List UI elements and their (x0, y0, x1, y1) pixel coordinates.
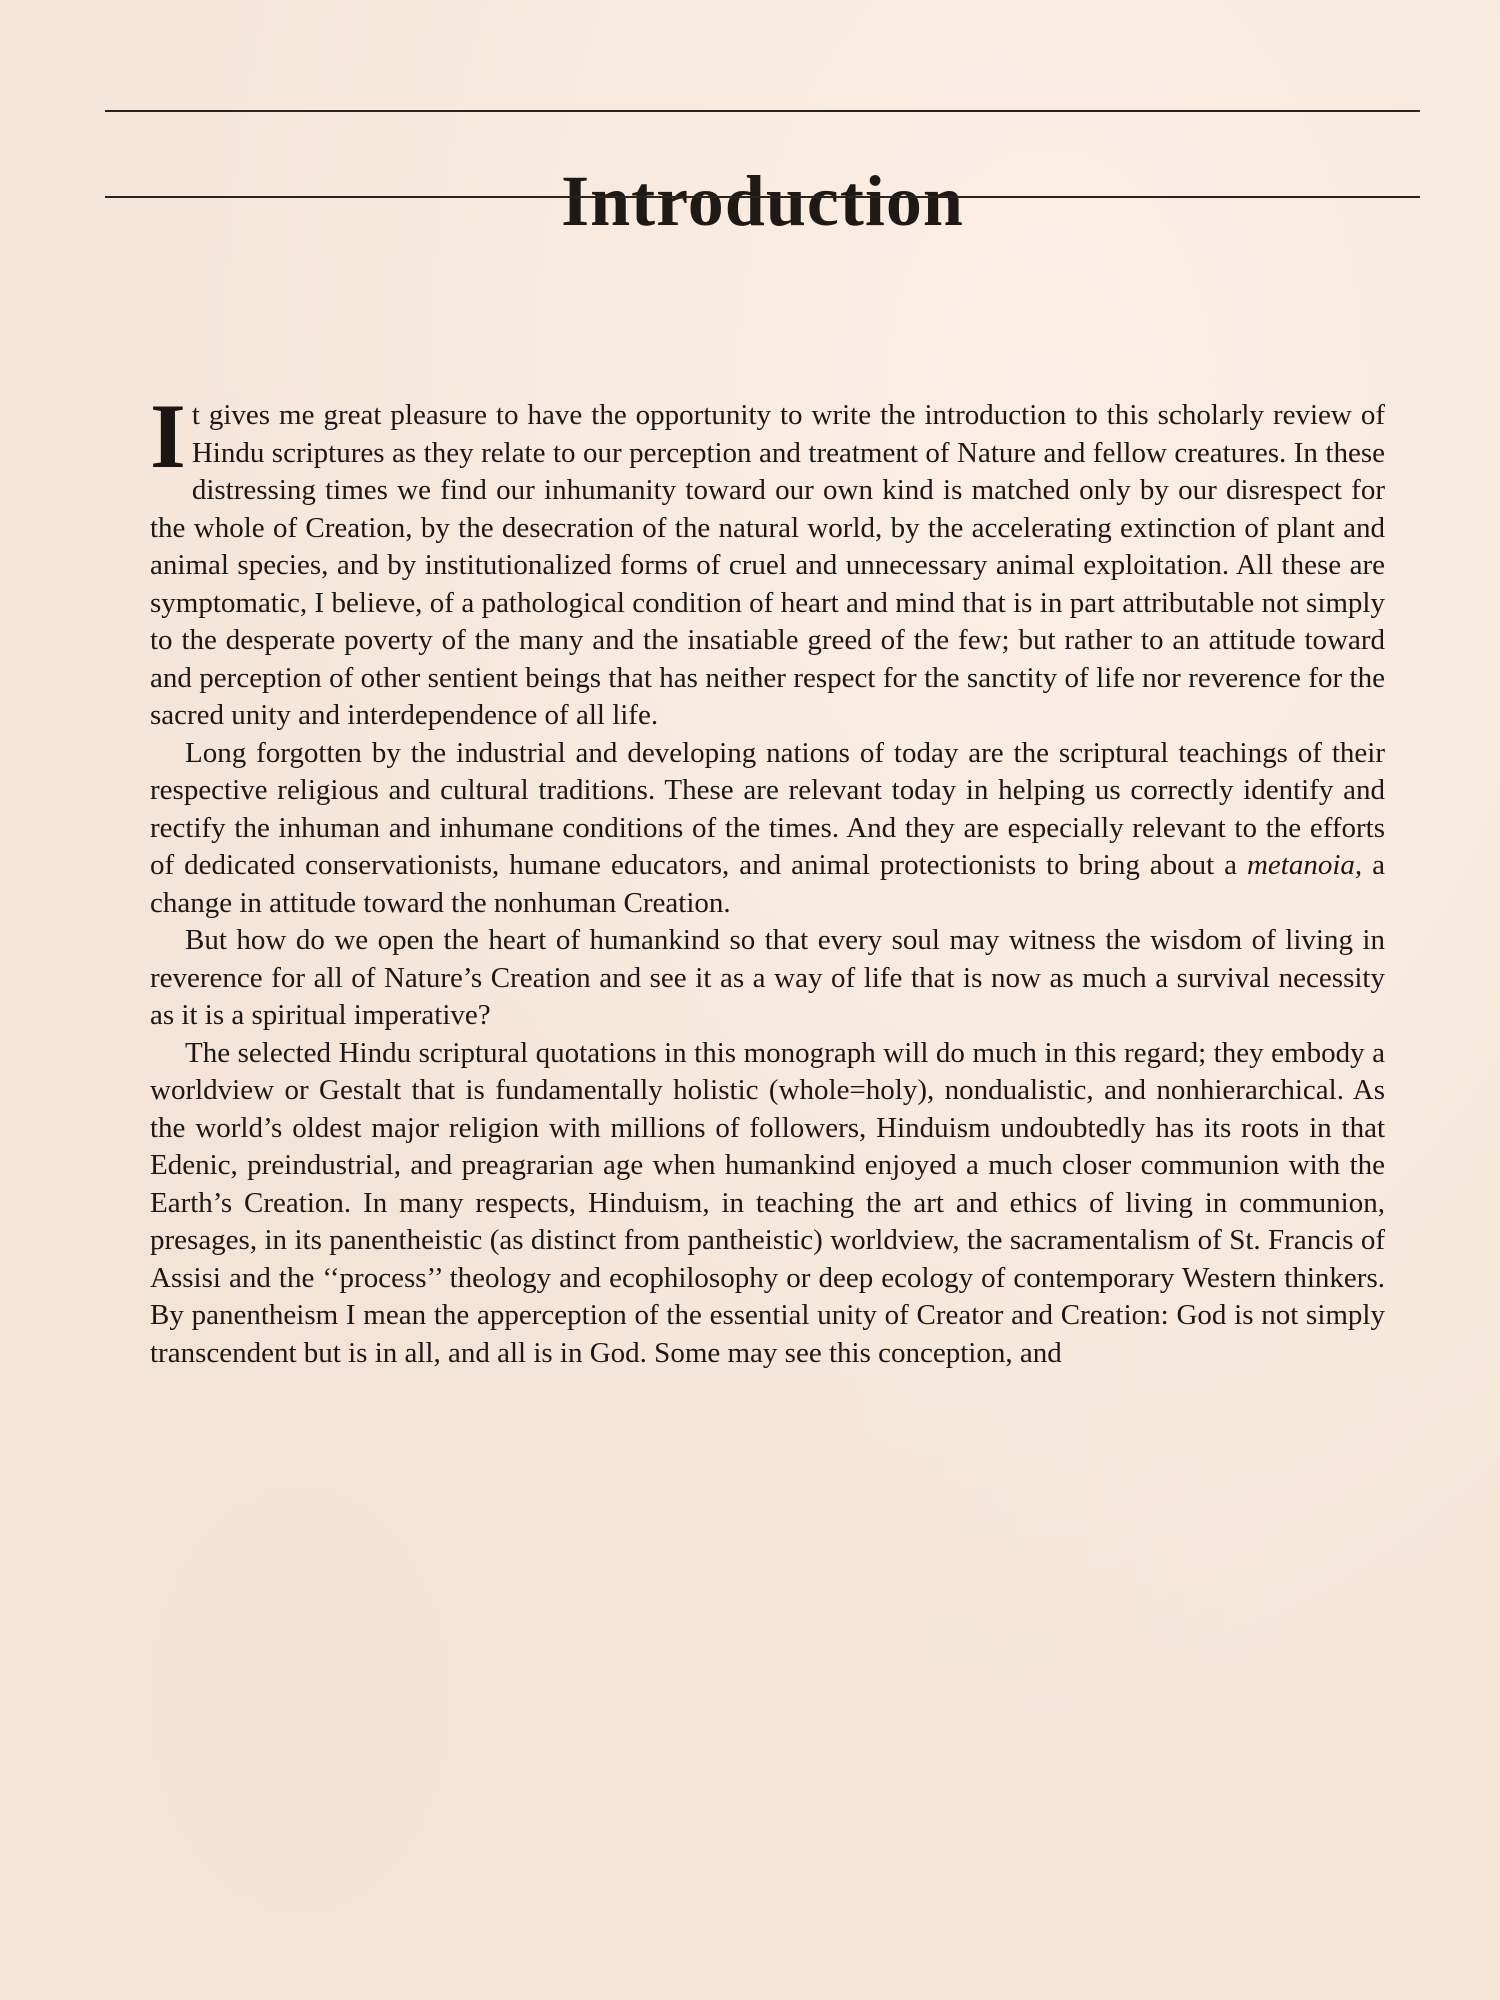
paragraph-1 (150, 385, 1385, 735)
body-text (150, 385, 1385, 1372)
paragraph-2-text-before: Long forgotten by the industrial and developing nations of today are the scriptural teachings of their respective religious and cultural traditions. These are relevant today in helping us correctly identify and rectify the inhuman and inhumane conditions of the times. And they are especially relevant to the efforts of dedicated conservationists, humane educators, and animal protectionists to bring about a (150, 736, 1385, 881)
drop-cap: I (150, 385, 186, 487)
paragraph-1-text: t gives me great pleasure to have the opportunity to write the introduction to this scholarly review of Hindu scriptures as they relate to our perception and treatment of Nature and fellow creatures. In these distressing times we find our inhumanity toward our own kind is matched only by our disrespect for the whole of Creation, by the desecration of the natural world, by the accelerating extinction of plant and animal species, and by institutionalized forms of cruel and unnecessary animal exploitation. All these are symptomatic, I believe, of a pathological condition of heart and mind that is in part attributable not simply to the desperate poverty of the many and the insatiable greed of the few; but rather to an attitude toward and perception of other sentient beings that has neither respect for the sanctity of life nor reverence for the sacred unity and interdependence of all life. (150, 399, 1385, 731)
paragraph-4: The selected Hindu scriptural quotations in this monograph will do much in this regard; they embody a worldview or Gestalt that is fundamentally holistic (whole=holy), nondualistic, and nonhierarchical. As the world’s oldest major religion with millions of followers, Hinduism undoubtedly has its roots in that Edenic, preindustrial, and preagrarian age when humankind enjoyed a much closer communion with the Earth’s Creation. In many respects, Hinduism, in teaching the art and ethics of living in communion, presages, in its panentheistic (as distinct from pantheistic) worldview, the sacramentalism of St. Francis of Assisi and the ‘‘process’’ theology and ecophilosophy or deep ecology of contemporary Western thinkers. By panentheism I mean the apperception of the essential unity of Creator and Creation: God is not simply transcendent but is in all, and all is in God. Some may see this conception, and (150, 1036, 1385, 1369)
page-title: Introduction (561, 161, 964, 242)
paragraph-3: But how do we open the heart of humankind so that every soul may witness the wisdom of living in reverence for all of Nature’s Creation and see it as a way of life that is now as much a survival necessity as it is a spiritual imperative? (150, 924, 1385, 1031)
title-rule-top (105, 110, 1420, 112)
paragraph-2 (150, 735, 1385, 923)
paragraph-2-text-after: a change in attitude toward the nonhuman Creation. (150, 849, 1385, 919)
title-rule-bottom (105, 196, 1420, 198)
metanoia-emphasis: metanoia, (1246, 849, 1363, 881)
